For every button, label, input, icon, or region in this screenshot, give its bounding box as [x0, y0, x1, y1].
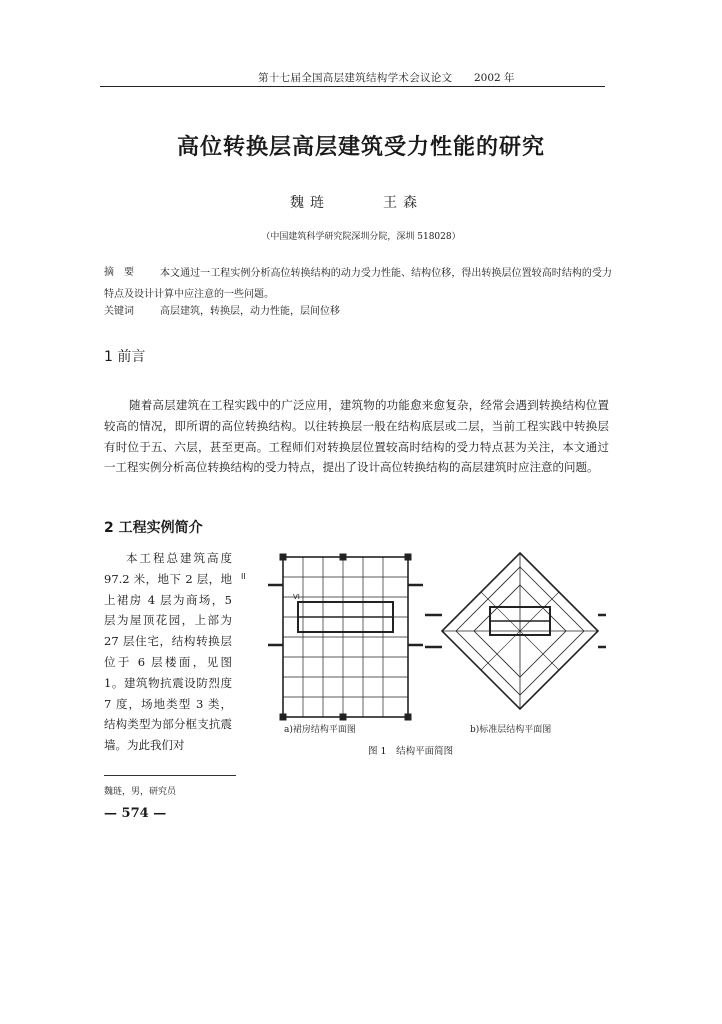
- abstract-text: 本文通过一工程实例分析高位转换结构的动力受力性能、结构位移，得出转换层位置较高时结构的受力特点及设计计算中应注意的一些问题。: [104, 268, 612, 300]
- section-2-paragraph: 本工程总建筑高度 97.2 米，地下 2 层，地上裙房 4 层为商场，5 层为屋顶花园，上部为 27 层住宅，结构转换层位于 6 层楼面，见图 1。建筑物抗震设防烈度 7 度，场地类型 3 类，结构类型为部分框支抗震墙。为此我们对: [104, 551, 232, 753]
- author-1: 魏琏: [290, 195, 330, 211]
- podium-plan: [268, 554, 423, 720]
- figure-caption: 图 1 结构平面简图: [368, 746, 454, 757]
- standard-floor-plan: [425, 553, 606, 709]
- paper-title: 高位转换层高层建筑受力性能的研究: [176, 135, 545, 160]
- running-header: 第十七届全国高层建筑结构学术会议论文: [258, 72, 453, 84]
- section-2-heading: 2 工程实例简介: [104, 520, 203, 536]
- axis-label-ii: II: [241, 572, 246, 581]
- page-number: — 574 —: [104, 806, 167, 821]
- section-1-paragraph: 随着高层建筑在工程实践中的广泛应用，建筑物的功能愈来愈复杂，经常会遇到转换结构位置较高的情况，即所谓的高位转换结构。以往转换层一般在结构底层或二层，当前工程实践中转换层有时位于五、六层，甚至更高。工程师们对转换层位置较高时结构的受力特点甚为关注，本文通过一工程实例分析高位转换结构的受力特点，提出了设计高位转换结构的高层建筑时应注意的问题。: [104, 398, 609, 475]
- header-rule: [100, 86, 605, 87]
- caption-a: a)裙房结构平面图: [284, 725, 356, 735]
- abstract-label: 摘 要: [104, 267, 134, 278]
- running-header-year: 2002 年: [474, 72, 515, 84]
- author-2: 王森: [383, 195, 423, 211]
- caption-b: b)标准层结构平面图: [470, 725, 552, 735]
- keywords-text: 高层建筑，转换层，动力性能，层间位移: [160, 306, 340, 317]
- axis-label-vi: VI: [293, 593, 300, 601]
- affiliation: （中国建筑科学研究院深圳分院，深圳 518028）: [261, 232, 461, 242]
- footnote-rule: [104, 775, 236, 776]
- section-1-heading: 1 前言: [104, 349, 146, 365]
- structural-plan-figure: [238, 545, 608, 735]
- footnote: 魏琏，男，研究员: [104, 787, 177, 797]
- keywords-label: 关键词: [104, 306, 134, 317]
